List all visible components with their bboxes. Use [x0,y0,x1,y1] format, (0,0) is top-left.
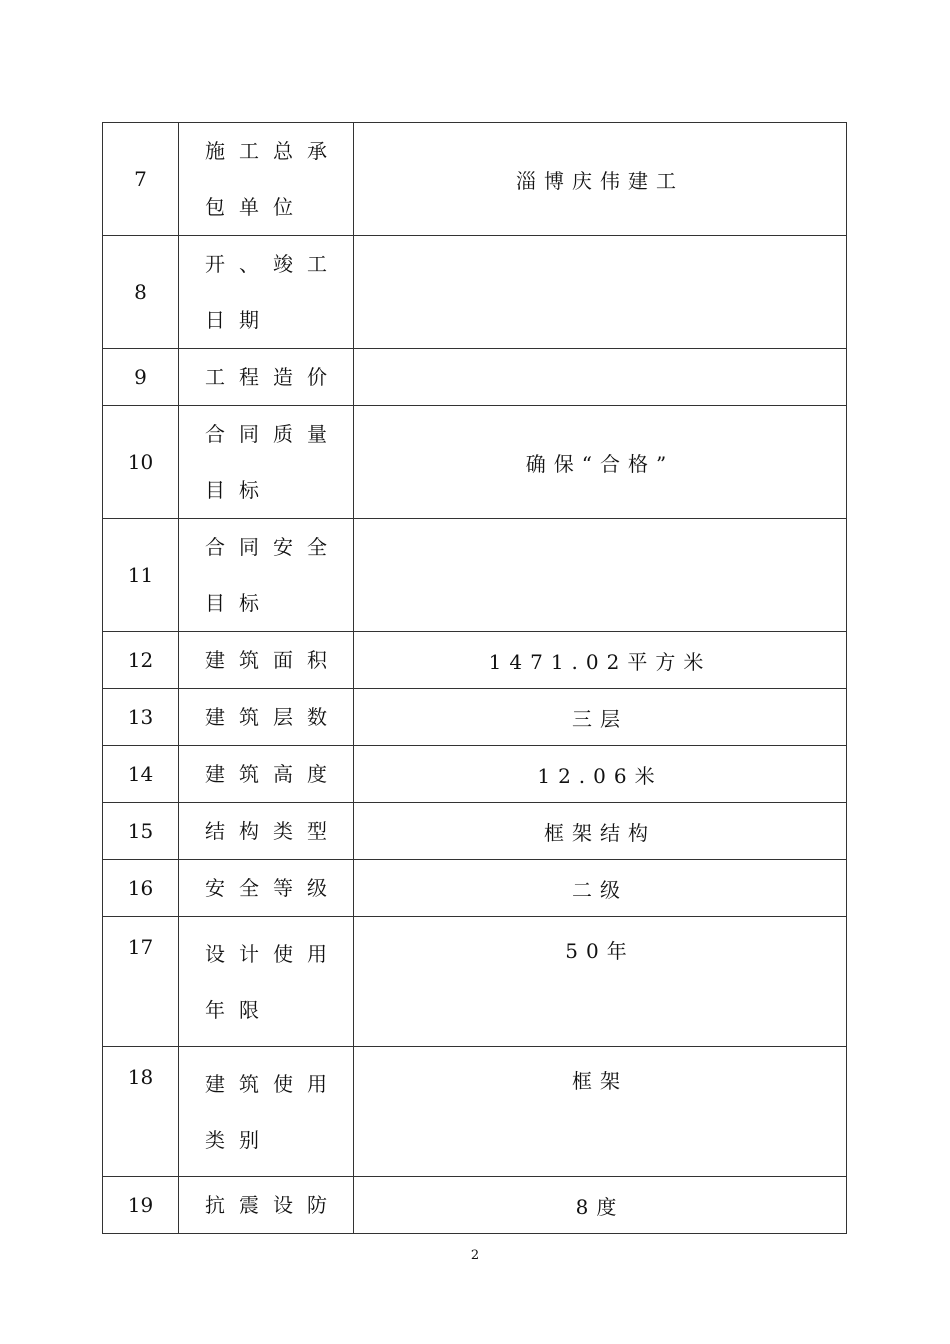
row-value: 框架 [354,1047,847,1177]
table-row [103,236,847,349]
table-row [103,917,847,1047]
row-value: 淄博庆伟建工 [354,123,847,236]
table-row [103,123,847,236]
row-number: 15 [103,803,179,860]
row-label [179,917,354,1047]
row-value: 50年 [354,917,847,1047]
row-value: 8度 [354,1177,847,1234]
table-row [103,803,847,860]
row-number: 19 [103,1177,179,1234]
row-label [179,349,354,406]
table-row [103,349,847,406]
row-value [354,349,847,406]
row-label [179,236,354,349]
row-label [179,1177,354,1234]
row-label [179,632,354,689]
table-row [103,632,847,689]
row-label-line: 安全等级 [205,876,341,900]
row-label-line: 建筑高度 [205,762,341,786]
row-number: 12 [103,632,179,689]
row-number: 18 [103,1047,179,1177]
row-value: 1471.02平方米 [354,632,847,689]
row-label-line: 建筑使用 [205,1071,341,1096]
row-label-line: 类别 [205,1127,273,1152]
row-number: 11 [103,519,179,632]
row-label-line: 目标 [205,478,273,502]
row-label [179,803,354,860]
row-label-line: 抗震设防 [205,1193,341,1217]
row-number: 16 [103,860,179,917]
table-row [103,1047,847,1177]
row-label [179,689,354,746]
table-row [103,860,847,917]
row-label-line: 年限 [205,997,273,1022]
row-label-line: 结构类型 [205,819,341,843]
project-info-table [102,122,847,1234]
row-label [179,746,354,803]
table-row [103,1177,847,1234]
page-number: 2 [470,1248,480,1263]
row-value: 12.06米 [354,746,847,803]
row-number: 10 [103,406,179,519]
table-row [103,519,847,632]
row-value [354,236,847,349]
row-label-line: 施工总承 [205,139,341,163]
row-value: 二级 [354,860,847,917]
row-label-line: 合同安全 [205,535,341,559]
table-row [103,746,847,803]
row-number: 9 [103,349,179,406]
row-value: 三层 [354,689,847,746]
row-value: 确保“合格” [354,406,847,519]
row-number: 14 [103,746,179,803]
table-row [103,406,847,519]
table-row [103,689,847,746]
row-number: 7 [103,123,179,236]
row-label-line: 合同质量 [205,422,341,446]
row-label [179,519,354,632]
row-label-line: 建筑层数 [205,705,341,729]
row-value [354,519,847,632]
row-label [179,123,354,236]
row-label-line: 工程造价 [205,365,341,389]
row-label [179,1047,354,1177]
row-label-line: 日期 [205,308,273,332]
row-label-line: 目标 [205,591,273,615]
row-value: 框架结构 [354,803,847,860]
row-number: 13 [103,689,179,746]
row-label-line: 包单位 [205,195,307,219]
row-label [179,860,354,917]
row-label-line: 开、竣工 [205,252,341,276]
row-label-line: 设计使用 [205,941,341,966]
row-label-line: 建筑面积 [205,648,341,672]
row-number: 17 [103,917,179,1047]
row-number: 8 [103,236,179,349]
row-label [179,406,354,519]
